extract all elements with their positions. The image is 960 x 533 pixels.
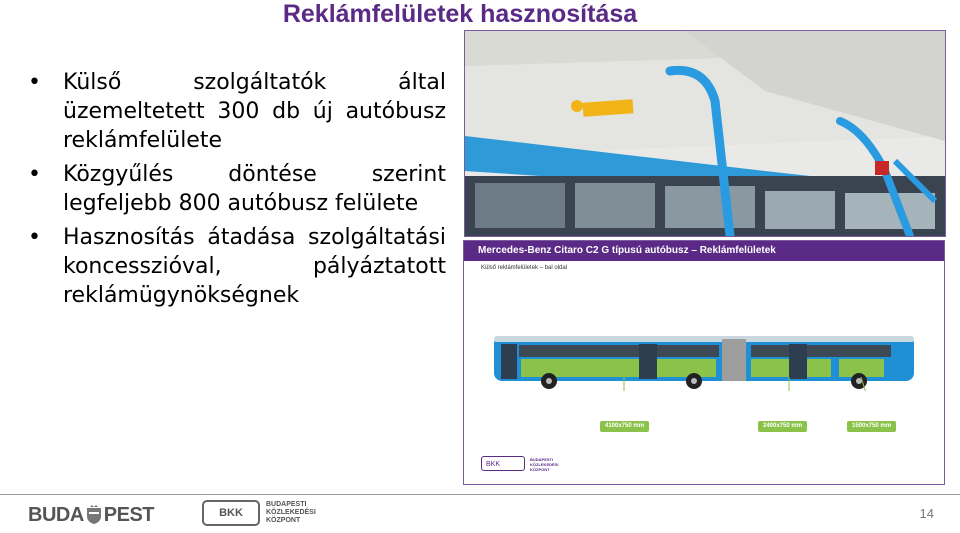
- bkk-footer-logo: [202, 500, 316, 526]
- bus-side-diagram: [489, 331, 919, 391]
- bullet-list: [28, 68, 446, 315]
- bus-interior-photo: [464, 30, 946, 237]
- bkk-logo-icon: BKK: [202, 500, 260, 526]
- bullet-item: • Közgyűlés döntése szerint legfeljebb 800 autóbusz felülete: [28, 160, 446, 218]
- document-subheader: Külső reklámfelületek – bal oldal: [481, 265, 568, 271]
- advertising-spec-document: [463, 240, 945, 485]
- bkk-logo-icon: BKK: [481, 456, 525, 471]
- footer-divider: [0, 494, 960, 495]
- bkk-org-name: BUDAPESTI KÖZLEKEDÉSI KÖZPONT: [530, 457, 559, 472]
- budapest-logo: BUDA PEST: [28, 503, 155, 526]
- slide-title: Reklámfelületek hasznosítása: [282, 0, 638, 28]
- dimension-label: 1500x750 mm: [847, 421, 896, 432]
- dimension-label: 4100x750 mm: [600, 421, 649, 432]
- bullet-item: • Hasznosítás átadása szolgáltatási koncesszióval, pályáztatott reklámügynökségnek: [28, 223, 446, 310]
- bullet-item: • Külső szolgáltatók által üzemeltetett 300 db új autóbusz reklámfelülete: [28, 68, 446, 155]
- document-header: Mercedes-Benz Citaro C2 G típusú autóbusz – Reklámfelületek: [464, 241, 944, 261]
- dimension-label: 2400x750 mm: [758, 421, 807, 432]
- bkk-org-name: BUDAPESTI KÖZLEKEDÉSI KÖZPONT: [266, 501, 316, 524]
- page-number: 14: [919, 506, 934, 521]
- budapest-crest-icon: [85, 505, 103, 525]
